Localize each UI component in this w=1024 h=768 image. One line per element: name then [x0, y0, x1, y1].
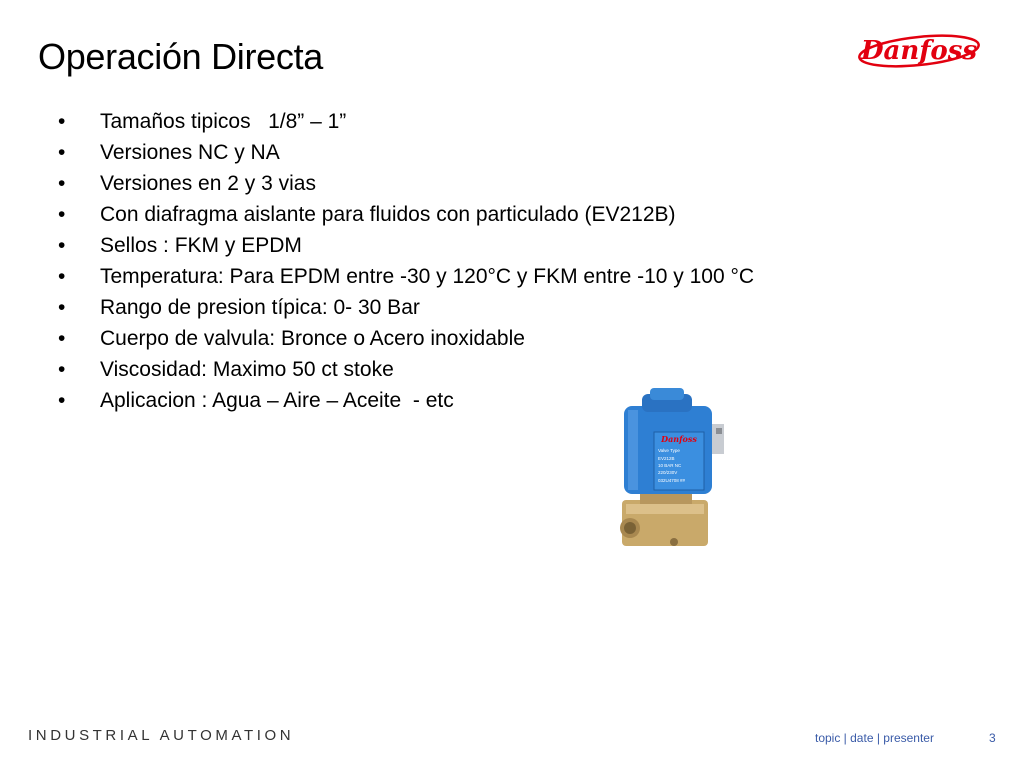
bullet-text: Cuerpo de valvula: Bronce o Acero inoxidable: [100, 327, 525, 350]
bullet-text: Aplicacion : Agua – Aire – Aceite - etc: [100, 389, 454, 412]
bullet-text: Rango de presion típica: 0- 30 Bar: [100, 296, 420, 319]
bullet-text: Tamaños tipicos 1/8” – 1”: [100, 110, 347, 133]
valve-label-line: 220/230V: [658, 470, 678, 475]
danfoss-logo: [856, 26, 982, 76]
list-item: [58, 230, 754, 261]
bullet-dot: •: [58, 203, 66, 226]
valve-label-line: EV212B: [658, 456, 675, 461]
valve-label-line: 032U4708 ##: [658, 478, 686, 483]
list-item: [58, 199, 754, 230]
solenoid-valve-image: [612, 388, 736, 554]
valve-brand-text: Danfoss: [661, 434, 697, 444]
list-item: [58, 354, 754, 385]
list-item: [58, 168, 754, 199]
list-item: [58, 261, 754, 292]
bullet-dot: •: [58, 358, 66, 381]
bullet-list: [58, 106, 754, 416]
footer-meta: topic | date | presenter: [815, 731, 934, 745]
list-item: [58, 323, 754, 354]
list-item: [58, 292, 754, 323]
bullet-dot: •: [58, 110, 66, 133]
bullet-text: Con diafragma aislante para fluidos con particulado (EV212B): [100, 203, 676, 226]
list-item: [58, 106, 754, 137]
bullet-text: Sellos : FKM y EPDM: [100, 234, 302, 257]
bullet-dot: •: [58, 234, 66, 257]
bullet-text: Viscosidad: Maximo 50 ct stoke: [100, 358, 394, 381]
bullet-dot: •: [58, 389, 66, 412]
bullet-text: Temperatura: Para EPDM entre -30 y 120°C y FKM entre -10 y 100 °C: [100, 265, 755, 288]
bullet-dot: •: [58, 265, 66, 288]
valve-label-line: 10 BAR NC: [658, 463, 682, 468]
valve-label-line: Valve Type: [658, 448, 680, 453]
bullet-text: Versiones NC y NA: [100, 141, 280, 164]
footer-division: INDUSTRIAL AUTOMATION: [28, 727, 295, 744]
slide-title: Operación Directa: [38, 36, 324, 77]
bullet-dot: •: [58, 296, 66, 319]
logo-text: Danfoss: [860, 36, 978, 66]
page-number: 3: [989, 731, 996, 745]
bullet-dot: •: [58, 327, 66, 350]
bullet-dot: •: [58, 141, 66, 164]
bullet-dot: •: [58, 172, 66, 195]
bullet-text: Versiones en 2 y 3 vias: [100, 172, 316, 195]
list-item: [58, 137, 754, 168]
